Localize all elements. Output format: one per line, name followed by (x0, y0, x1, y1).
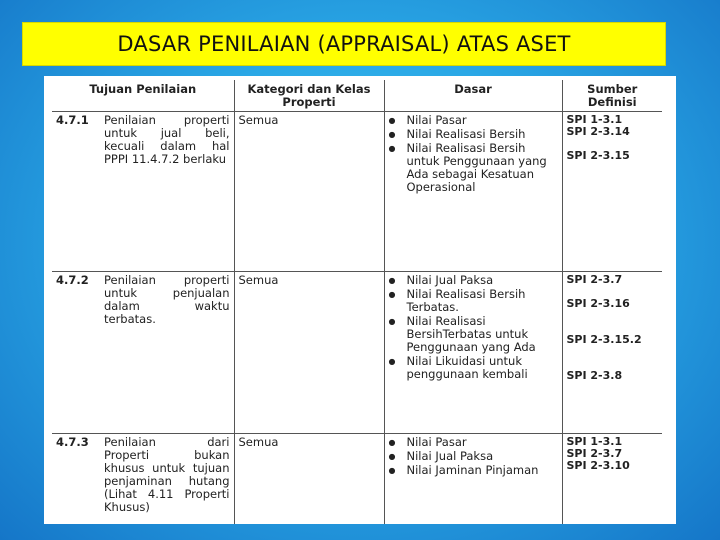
source-ref: SPI 2-3.16 (566, 297, 630, 310)
table-row (52, 112, 662, 272)
tujuan-text: Penilaian dari Properti bukan khusus untuk tujuan penjaminan hutang (Lihat 4.11 Properti Khusus) (104, 435, 230, 514)
list-item: ● Nilai Realisasi BersihTerbatas untuk Penggunaan yang Ada (407, 315, 558, 354)
cell-dasar (384, 112, 562, 272)
cell-tujuan (52, 434, 234, 525)
cell-tujuan (52, 272, 234, 434)
list-item: ● Nilai Realisasi Bersih Terbatas. (407, 288, 558, 314)
source-ref: SPI 1-3.1 (566, 113, 623, 126)
slide-title-bar (22, 22, 666, 66)
list-item: ● Nilai Pasar (407, 114, 558, 127)
row-number: 4.7.2 (56, 273, 89, 287)
header-dasar: Dasar (384, 80, 562, 112)
cell-dasar (384, 434, 562, 525)
cell-tujuan (52, 112, 234, 272)
row-number: 4.7.3 (56, 435, 89, 449)
list-item: ● Nilai Pasar (407, 436, 558, 449)
source-ref: SPI 2-3.7 (566, 447, 623, 460)
source-ref: SPI 2-3.8 (566, 369, 623, 382)
list-item: ● Nilai Realisasi Bersih (407, 128, 558, 141)
scanned-document (44, 76, 676, 524)
source-ref: SPI 1-3.1 (566, 435, 623, 448)
appraisal-basis-table (52, 80, 662, 524)
cell-kategori: Semua (234, 112, 384, 272)
cell-sumber (562, 434, 662, 525)
tujuan-text: Penilaian properti untuk jual beli, kecuali dalam hal PPPI 11.4.7.2 berlaku (104, 113, 230, 166)
table-row (52, 272, 662, 434)
list-item: ● Nilai Likuidasi untuk penggunaan kembali (407, 355, 558, 381)
source-ref: SPI 2-3.10 (566, 459, 630, 472)
list-item: ● Nilai Realisasi Bersih untuk Penggunaan yang Ada sebagai Kesatuan Operasional (407, 142, 558, 194)
cell-sumber (562, 272, 662, 434)
list-item: ● Nilai Jual Paksa (407, 450, 558, 463)
header-tujuan: Tujuan Penilaian (52, 80, 234, 112)
list-item: ● Nilai Jual Paksa (407, 274, 558, 287)
header-kategori: Kategori dan Kelas Properti (234, 80, 384, 112)
slide-title: DASAR PENILAIAN (APPRAISAL) ATAS ASET (117, 32, 571, 56)
table-header-row (52, 80, 662, 112)
source-ref: SPI 2-3.14 (566, 125, 630, 138)
cell-dasar (384, 272, 562, 434)
cell-kategori: Semua (234, 434, 384, 525)
table-row (52, 434, 662, 525)
source-ref: SPI 2-3.15 (566, 149, 630, 162)
cell-sumber (562, 112, 662, 272)
source-ref: SPI 2-3.15.2 (566, 333, 642, 346)
cell-kategori: Semua (234, 272, 384, 434)
header-sumber: Sumber Definisi (562, 80, 662, 112)
list-item: ● Nilai Jaminan Pinjaman (407, 464, 558, 477)
tujuan-text: Penilaian properti untuk penjualan dalam waktu terbatas. (104, 273, 230, 326)
row-number: 4.7.1 (56, 113, 89, 127)
source-ref: SPI 2-3.7 (566, 273, 623, 286)
